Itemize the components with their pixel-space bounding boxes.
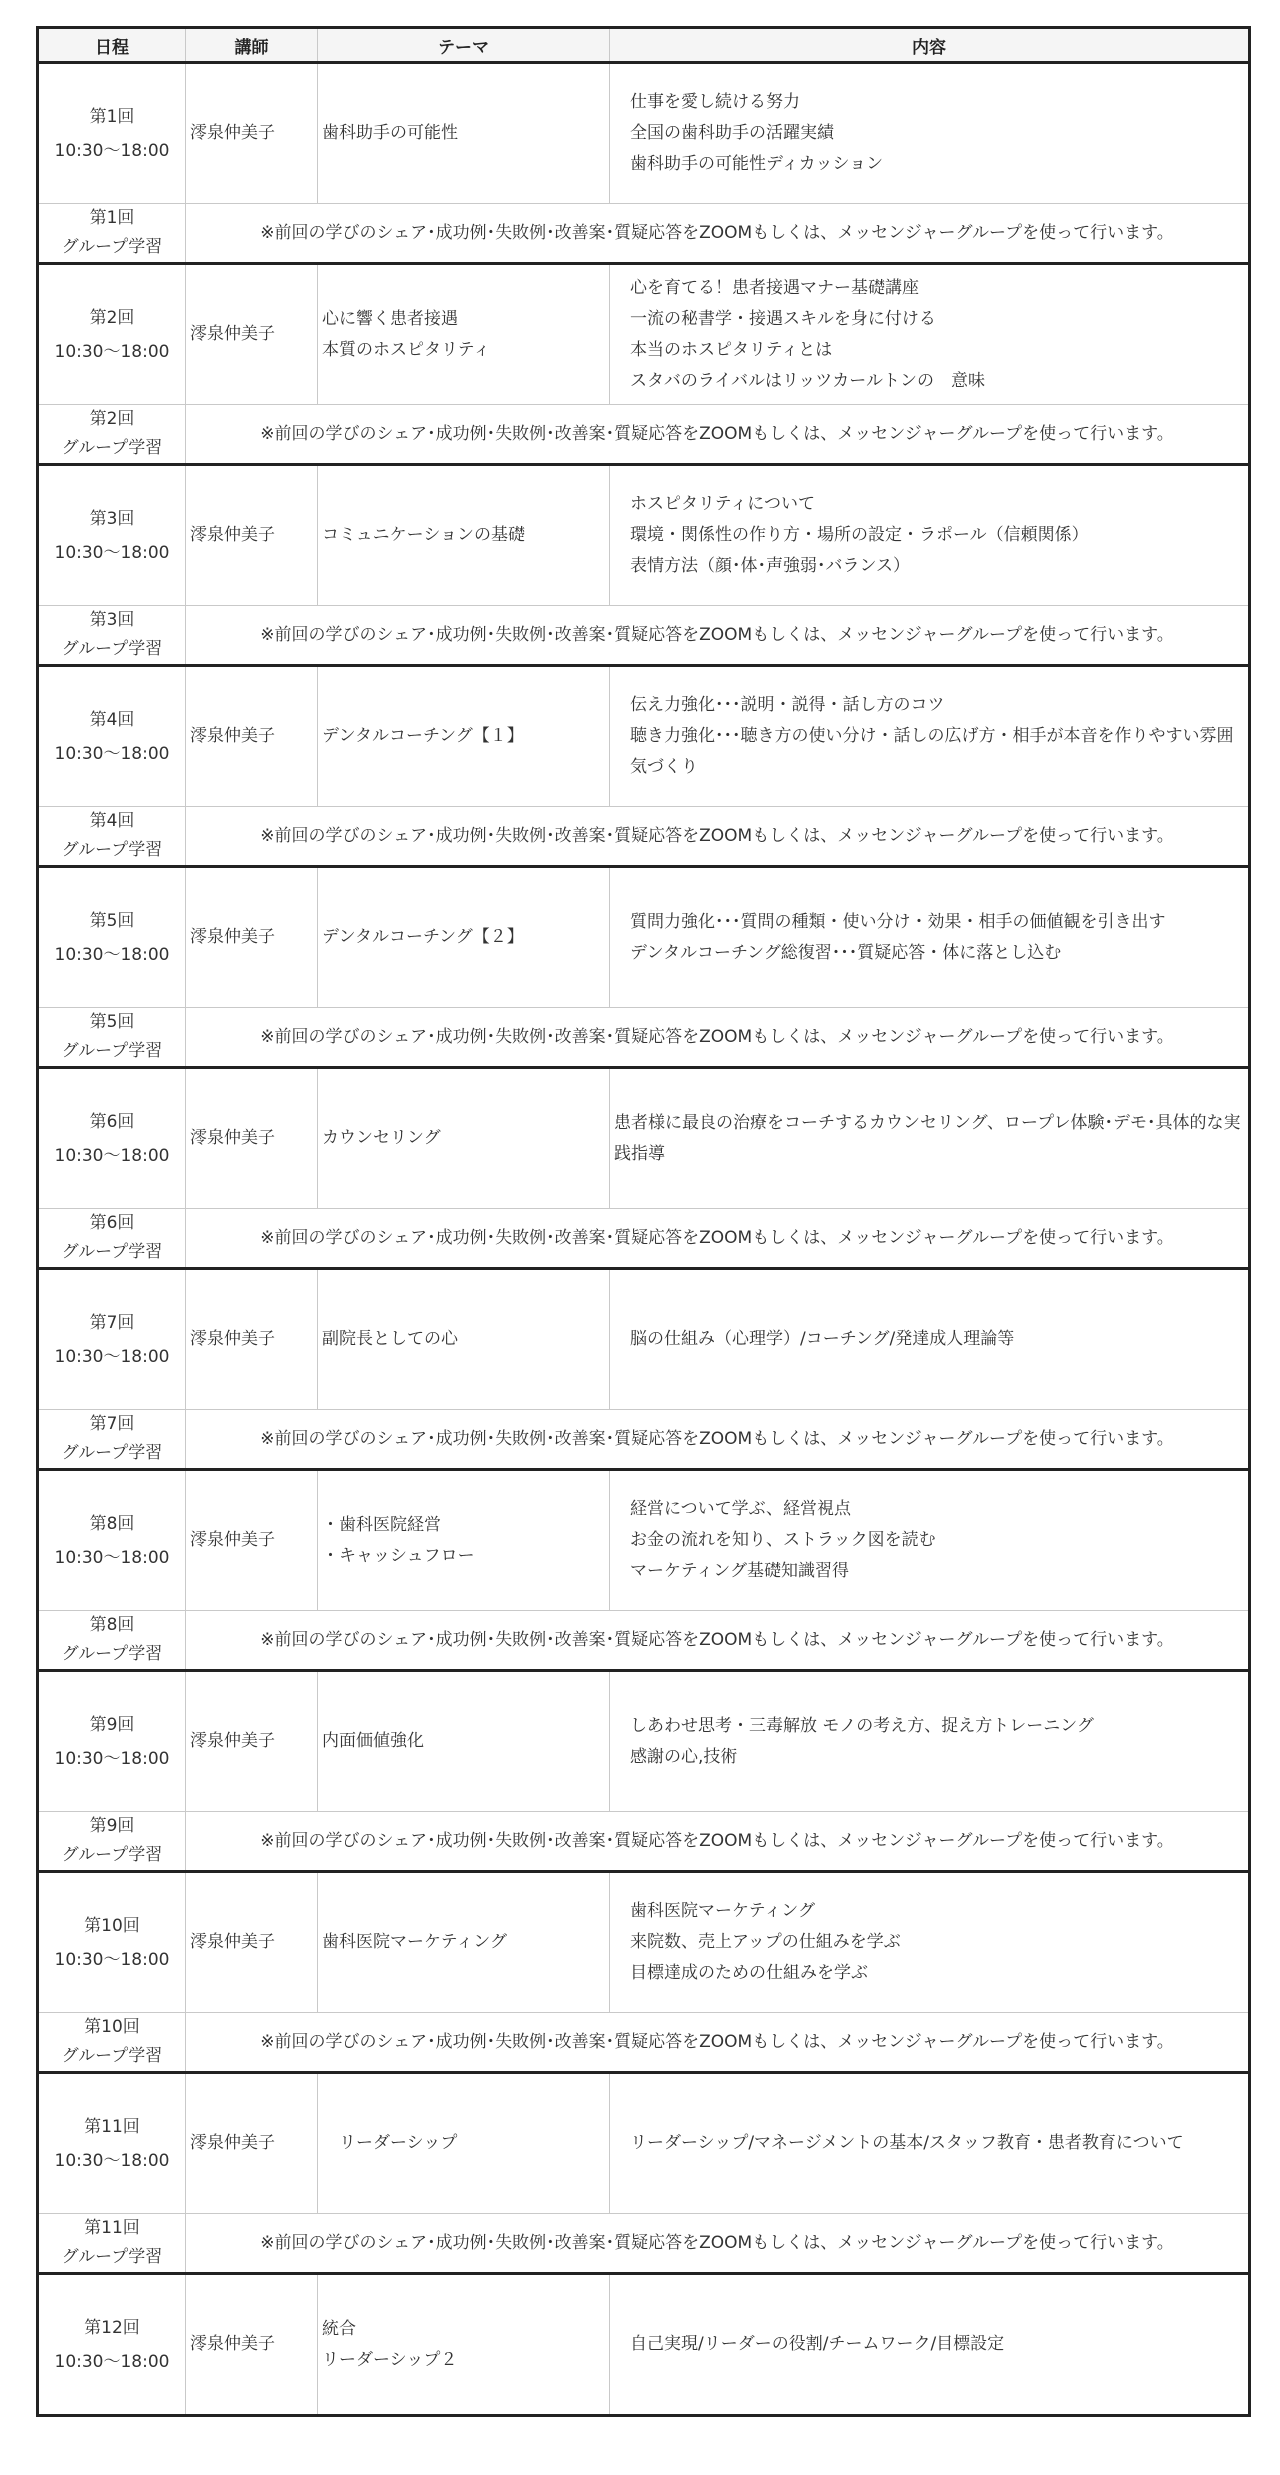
session-content-cell <box>610 867 1250 1008</box>
group-study-label: グループ学習 <box>61 2247 163 2267</box>
group-study-label: グループ学習 <box>61 438 163 458</box>
group-study-label: グループ学習 <box>61 2046 163 2066</box>
session-theme-cell <box>318 666 610 807</box>
session-row <box>38 867 1250 1008</box>
group-study-row <box>38 1611 1250 1671</box>
schedule-body <box>38 63 1250 2416</box>
session-number: 第10回 <box>84 1915 140 1936</box>
session-instructor: 澪泉仲美子 <box>186 465 318 606</box>
session-content-cell <box>610 1068 1250 1209</box>
session-time: 10:30～18:00 <box>54 1346 170 1367</box>
session-theme-line: コミュニケーションの基礎 <box>322 525 525 545</box>
session-content-line: 患者様に最良の治療をコーチするカウンセリング、ロープレ体験･デモ･具体的な実践指導 <box>614 1112 1241 1164</box>
group-study-note: ※前回の学びのシェア･成功例･失敗例･改善案･質疑応答をZOOMもしくは、メッセンジャーグループを使って行います。 <box>186 606 1250 666</box>
group-session-cell <box>38 1611 186 1671</box>
session-content-cell <box>610 63 1250 204</box>
session-number: 第5回 <box>89 910 135 931</box>
group-study-label: グループ学習 <box>61 840 163 860</box>
session-row <box>38 1470 1250 1611</box>
session-time: 10:30～18:00 <box>54 1949 170 1970</box>
schedule-table-wrapper <box>36 26 1248 2417</box>
group-session-number: 第2回 <box>89 409 135 429</box>
session-schedule-cell <box>38 1671 186 1812</box>
session-time: 10:30～18:00 <box>54 1748 170 1769</box>
session-theme-line: 本質のホスピタリティ <box>322 339 491 360</box>
session-time: 10:30～18:00 <box>54 2150 170 2171</box>
session-content-cell <box>610 264 1250 405</box>
session-theme-line: 内面価値強化 <box>322 1731 424 1751</box>
group-session-cell <box>38 606 186 666</box>
session-theme-line: デンタルコーチング【２】 <box>322 927 524 947</box>
group-session-number: 第3回 <box>89 610 135 630</box>
session-content-cell <box>610 666 1250 807</box>
group-study-row <box>38 1008 1250 1068</box>
session-schedule-cell <box>38 1068 186 1209</box>
session-theme-line: リーダーシップ <box>322 2133 458 2153</box>
session-number: 第11回 <box>84 2116 140 2137</box>
group-study-note: ※前回の学びのシェア･成功例･失敗例･改善案･質疑応答をZOOMもしくは、メッセンジャーグループを使って行います。 <box>186 204 1250 264</box>
session-content-line: リーダーシップ/マネージメントの基本/スタッフ教育・患者教育について <box>630 2133 1184 2153</box>
header-content: 内容 <box>610 28 1250 63</box>
group-study-note: ※前回の学びのシェア･成功例･失敗例･改善案･質疑応答をZOOMもしくは、メッセンジャーグループを使って行います。 <box>186 2013 1250 2073</box>
group-study-note: ※前回の学びのシェア･成功例･失敗例･改善案･質疑応答をZOOMもしくは、メッセンジャーグループを使って行います。 <box>186 807 1250 867</box>
session-row <box>38 63 1250 204</box>
session-theme-cell <box>318 1671 610 1812</box>
group-study-note: ※前回の学びのシェア･成功例･失敗例･改善案･質疑応答をZOOMもしくは、メッセンジャーグループを使って行います。 <box>186 405 1250 465</box>
session-instructor: 澪泉仲美子 <box>186 1470 318 1611</box>
session-time: 10:30～18:00 <box>54 944 170 965</box>
session-theme-cell <box>318 63 610 204</box>
group-study-label: グループ学習 <box>61 639 163 659</box>
session-content-line: 目標達成のための仕組みを学ぶ <box>630 1963 868 1983</box>
session-row <box>38 465 1250 606</box>
session-number: 第1回 <box>89 106 135 127</box>
session-content-line: スタバのライバルはリッツカールトンの 意味 <box>630 370 985 391</box>
session-instructor: 澪泉仲美子 <box>186 1671 318 1812</box>
session-content-line: 感謝の心,技術 <box>630 1746 738 1767</box>
session-schedule-cell <box>38 2073 186 2214</box>
schedule-table <box>36 26 1251 2417</box>
session-content-line: 本当のホスピタリティとは <box>630 339 833 360</box>
session-content-line: 表情方法（顔･体･声強弱･バランス） <box>630 556 910 576</box>
group-session-cell <box>38 1209 186 1269</box>
group-session-number: 第11回 <box>84 2218 140 2238</box>
group-study-row <box>38 1410 1250 1470</box>
session-content-line: 全国の歯科助手の活躍実績 <box>630 123 834 143</box>
session-time: 10:30～18:00 <box>54 140 170 161</box>
group-session-number: 第7回 <box>89 1414 135 1434</box>
group-session-number: 第5回 <box>89 1012 135 1032</box>
group-session-cell <box>38 204 186 264</box>
group-session-cell <box>38 1410 186 1470</box>
group-study-note: ※前回の学びのシェア･成功例･失敗例･改善案･質疑応答をZOOMもしくは、メッセンジャーグループを使って行います。 <box>186 1812 1250 1872</box>
session-content-line: 仕事を愛し続ける努力 <box>630 92 800 112</box>
session-schedule-cell <box>38 666 186 807</box>
group-session-cell <box>38 405 186 465</box>
group-session-cell <box>38 2214 186 2274</box>
session-instructor: 澪泉仲美子 <box>186 1068 318 1209</box>
group-study-row <box>38 1812 1250 1872</box>
session-time: 10:30～18:00 <box>54 542 170 563</box>
session-content-line: デンタルコーチング総復習･･･質疑応答・体に落とし込む <box>630 942 1062 963</box>
session-instructor: 澪泉仲美子 <box>186 1269 318 1410</box>
session-number: 第8回 <box>89 1513 135 1534</box>
session-row <box>38 1872 1250 2013</box>
session-content-line: お金の流れを知り、ストラック図を読む <box>630 1530 936 1550</box>
session-content-line: しあわせ思考・三毒解放 モノの考え方、捉え方トレーニング <box>630 1715 1094 1736</box>
session-theme-cell <box>318 2274 610 2416</box>
group-study-row <box>38 1209 1250 1269</box>
session-row <box>38 264 1250 405</box>
header-theme: テーマ <box>318 28 610 63</box>
session-time: 10:30～18:00 <box>54 1145 170 1166</box>
session-theme-cell <box>318 1068 610 1209</box>
group-study-label: グループ学習 <box>61 1644 163 1664</box>
session-theme-cell <box>318 1470 610 1611</box>
session-content-cell <box>610 2073 1250 2214</box>
session-time: 10:30～18:00 <box>54 2351 170 2372</box>
group-study-note: ※前回の学びのシェア･成功例･失敗例･改善案･質疑応答をZOOMもしくは、メッセンジャーグループを使って行います。 <box>186 1008 1250 1068</box>
session-theme-cell <box>318 1872 610 2013</box>
header-instructor: 講師 <box>186 28 318 63</box>
session-content-cell <box>610 1671 1250 1812</box>
session-theme-line: カウンセリング <box>322 1128 441 1148</box>
session-content-line: ホスピタリティについて <box>630 494 815 514</box>
header-schedule: 日程 <box>38 28 186 63</box>
session-content-cell <box>610 1470 1250 1611</box>
session-row <box>38 2274 1250 2416</box>
session-theme-line: 統合 <box>322 2318 356 2339</box>
group-study-label: グループ学習 <box>61 1845 163 1865</box>
session-time: 10:30～18:00 <box>54 1547 170 1568</box>
session-theme-cell <box>318 465 610 606</box>
group-session-cell <box>38 1008 186 1068</box>
group-study-label: グループ学習 <box>61 1242 163 1262</box>
session-row <box>38 1671 1250 1812</box>
group-study-label: グループ学習 <box>61 1443 163 1463</box>
session-time: 10:30～18:00 <box>54 341 170 362</box>
session-theme-line: 歯科助手の可能性 <box>322 123 458 143</box>
session-number: 第3回 <box>89 508 135 529</box>
session-number: 第4回 <box>89 709 135 730</box>
group-session-number: 第10回 <box>84 2017 140 2037</box>
session-instructor: 澪泉仲美子 <box>186 2073 318 2214</box>
session-content-line: 自己実現/リーダーの役割/チームワーク/目標設定 <box>630 2334 1005 2354</box>
session-content-cell <box>610 465 1250 606</box>
session-instructor: 澪泉仲美子 <box>186 2274 318 2416</box>
session-row <box>38 1068 1250 1209</box>
session-content-cell <box>610 1872 1250 2013</box>
session-number: 第7回 <box>89 1312 135 1333</box>
session-content-line: 心を育てる！患者接遇マナー基礎講座 <box>630 277 919 298</box>
session-content-line: 質問力強化･･･質問の種類・使い分け・効果・相手の価値観を引き出す <box>630 911 1166 932</box>
group-study-row <box>38 606 1250 666</box>
session-instructor: 澪泉仲美子 <box>186 867 318 1008</box>
group-session-number: 第1回 <box>89 208 135 228</box>
session-theme-line: デンタルコーチング【１】 <box>322 726 524 746</box>
session-time: 10:30～18:00 <box>54 743 170 764</box>
session-instructor: 澪泉仲美子 <box>186 666 318 807</box>
session-theme-line: 歯科医院マーケティング <box>322 1932 507 1952</box>
session-theme-cell <box>318 2073 610 2214</box>
group-study-row <box>38 807 1250 867</box>
group-session-cell <box>38 1812 186 1872</box>
session-content-line: 歯科助手の可能性ディカッション <box>630 154 884 174</box>
group-study-row <box>38 204 1250 264</box>
group-session-number: 第6回 <box>89 1213 135 1233</box>
session-content-cell <box>610 2274 1250 2416</box>
session-schedule-cell <box>38 1872 186 2013</box>
session-theme-cell <box>318 1269 610 1410</box>
session-schedule-cell <box>38 867 186 1008</box>
session-content-line: 聴き力強化･･･聴き方の使い分け・話しの広げ方・相手が本音を作りやすい雰囲気づくり <box>630 726 1234 777</box>
session-schedule-cell <box>38 264 186 405</box>
session-theme-line: ・キャッシュフロー <box>322 1545 475 1566</box>
session-number: 第2回 <box>89 307 135 328</box>
session-instructor: 澪泉仲美子 <box>186 264 318 405</box>
group-study-label: グループ学習 <box>61 237 163 257</box>
session-theme-line: 副院長としての心 <box>322 1329 458 1349</box>
session-row <box>38 666 1250 807</box>
group-study-note: ※前回の学びのシェア･成功例･失敗例･改善案･質疑応答をZOOMもしくは、メッセンジャーグループを使って行います。 <box>186 2214 1250 2274</box>
group-session-number: 第4回 <box>89 811 135 831</box>
session-instructor: 澪泉仲美子 <box>186 63 318 204</box>
group-session-number: 第8回 <box>89 1615 135 1635</box>
session-content-line: 一流の秘書学・接遇スキルを身に付ける <box>630 308 936 329</box>
group-study-label: グループ学習 <box>61 1041 163 1061</box>
header-row <box>38 28 1250 63</box>
session-schedule-cell <box>38 1470 186 1611</box>
group-study-row <box>38 2013 1250 2073</box>
group-study-row <box>38 2214 1250 2274</box>
session-schedule-cell <box>38 63 186 204</box>
session-number: 第12回 <box>84 2317 140 2338</box>
session-theme-line: ・歯科医院経営 <box>322 1514 441 1535</box>
session-row <box>38 2073 1250 2214</box>
session-content-cell <box>610 1269 1250 1410</box>
session-theme-cell <box>318 264 610 405</box>
session-schedule-cell <box>38 2274 186 2416</box>
session-row <box>38 1269 1250 1410</box>
session-number: 第9回 <box>89 1714 135 1735</box>
session-content-line: 環境・関係性の作り方・場所の設定・ラポール（信頼関係） <box>630 525 1089 545</box>
group-session-cell <box>38 2013 186 2073</box>
group-session-number: 第9回 <box>89 1816 135 1836</box>
session-instructor: 澪泉仲美子 <box>186 1872 318 2013</box>
session-content-line: 来院数、売上アップの仕組みを学ぶ <box>630 1932 901 1952</box>
session-schedule-cell <box>38 1269 186 1410</box>
session-content-line: 脳の仕組み（心理学）/コーチング/発達成人理論等 <box>630 1329 1015 1349</box>
session-content-line: 伝え力強化･･･説明・説得・話し方のコツ <box>630 695 945 715</box>
session-content-line: 経営について学ぶ、経営視点 <box>630 1499 851 1519</box>
session-content-line: 歯科医院マーケティング <box>630 1901 815 1921</box>
group-session-cell <box>38 807 186 867</box>
group-study-row <box>38 405 1250 465</box>
group-study-note: ※前回の学びのシェア･成功例･失敗例･改善案･質疑応答をZOOMもしくは、メッセンジャーグループを使って行います。 <box>186 1611 1250 1671</box>
session-content-line: マーケティング基礎知識習得 <box>630 1561 849 1581</box>
session-theme-line: 心に響く患者接遇 <box>322 308 458 329</box>
session-theme-cell <box>318 867 610 1008</box>
session-theme-line: リーダーシップ２ <box>322 2349 458 2370</box>
group-study-note: ※前回の学びのシェア･成功例･失敗例･改善案･質疑応答をZOOMもしくは、メッセンジャーグループを使って行います。 <box>186 1410 1250 1470</box>
session-number: 第6回 <box>89 1111 135 1132</box>
group-study-note: ※前回の学びのシェア･成功例･失敗例･改善案･質疑応答をZOOMもしくは、メッセンジャーグループを使って行います。 <box>186 1209 1250 1269</box>
session-schedule-cell <box>38 465 186 606</box>
